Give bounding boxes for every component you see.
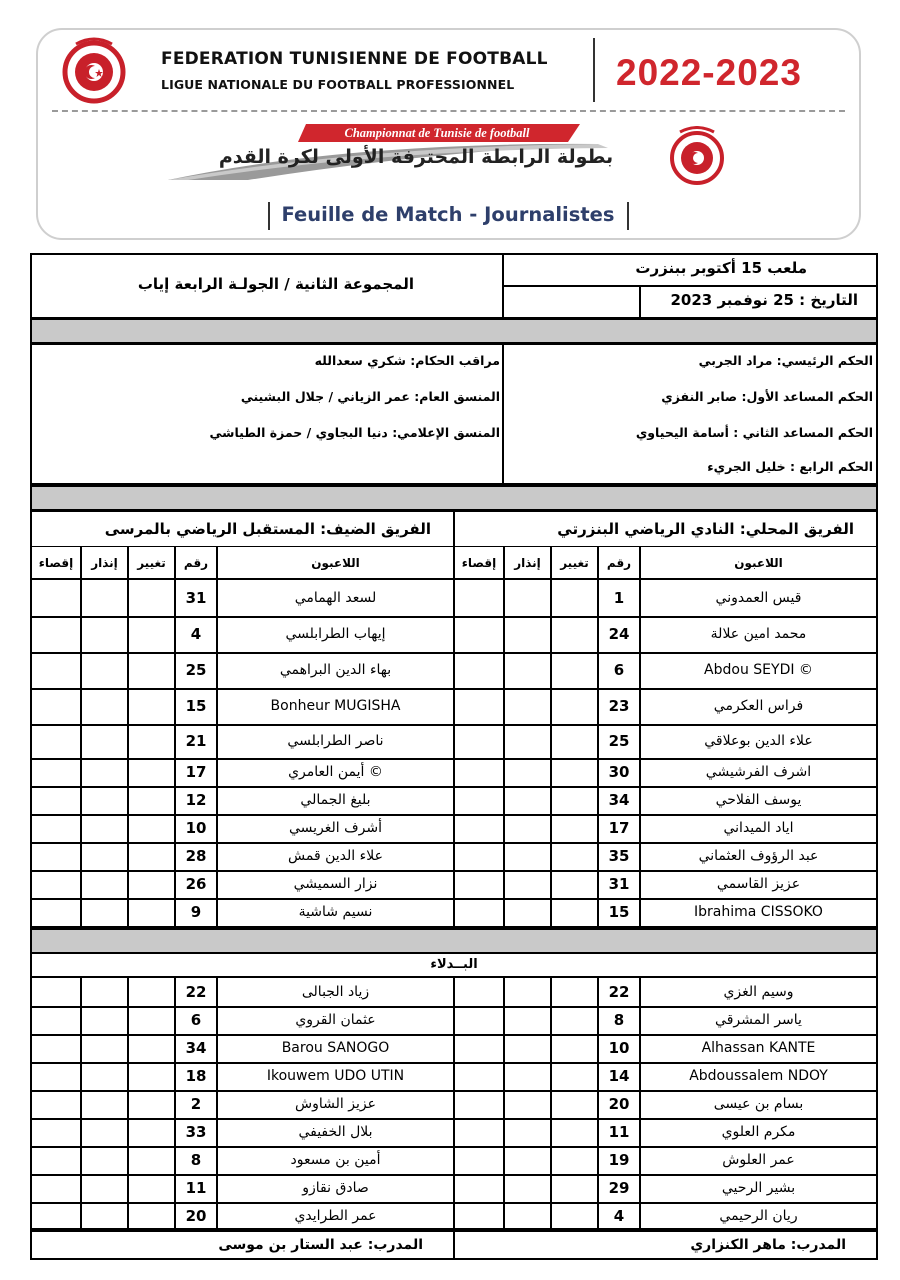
player-number: 18 [185,1067,207,1085]
player-number: 6 [190,1011,202,1029]
col-warning: إنذار [514,556,541,570]
player-number: 26 [185,875,207,893]
player-name: Alhassan KANTE [701,1040,816,1056]
player-name: محمد امين علالة [710,626,807,642]
player-name: بشير الرحيي [721,1180,796,1196]
away-subs-col-line [80,978,82,1230]
col-sub: تغيير [560,556,589,570]
player-name: عبد الرؤوف العثماني [698,848,819,864]
away-team-label: الفريق الضيف: المستقبل الرياضي بالمرسى [32,512,453,547]
assistant-referee-1: الحكم المساعد الأول: صابر النفزي [661,389,873,404]
player-name: مكرم العلوي [721,1124,796,1140]
col-number: رقم [183,556,209,570]
assistant-referee-2: الحكم المساعد الثاني : أسامة اليحياوي [635,425,873,440]
player-number: 21 [185,732,207,750]
player-name: صادق نقازو [302,1180,369,1196]
player-number: 20 [185,1207,207,1225]
player-name: إيهاب الطرابلسي [285,626,386,642]
home-subs-col-line [503,978,505,1230]
away-coach: المدرب: عبد الستار بن موسى [30,1230,455,1260]
player-name: عمر العلوش [722,1152,795,1168]
player-name: اشرف الفرشيشي [705,764,812,780]
home-subs-col-line [550,978,552,1230]
player-number: 6 [613,661,625,679]
home-team-table [453,510,878,928]
match-info-box [30,253,878,319]
officials-box [30,343,878,485]
player-number: 10 [185,819,207,837]
player-number: 8 [613,1011,625,1029]
venue: ملعب 15 أكتوبر ببنزرت [635,259,807,277]
league-name: LIGUE NATIONALE DU FOOTBALL PROFESSIONNEL [161,77,515,92]
title-bar-left [268,202,270,230]
player-name: ياسر المشرقي [715,1012,802,1028]
player-name: Ibrahima CISSOKO [694,904,823,920]
player-number: 8 [190,1151,202,1169]
gray-band-2 [30,485,878,511]
player-number: 12 [185,791,207,809]
federation-logo-icon [62,36,126,104]
player-name: أمين بن مسعود [290,1152,381,1168]
col-sub: تغيير [137,556,166,570]
player-number: 34 [608,791,630,809]
col-warning: إنذار [91,556,118,570]
player-number: 25 [608,732,630,750]
sheet-title-text: Feuille de Match - Journalistes [281,203,615,226]
player-name: قيس العمدوني [715,590,802,606]
league-logo-icon [668,126,726,186]
player-number: 24 [608,625,630,643]
player-name: علاء الدين قمش [288,848,383,864]
subs-title: البــدلاء [30,952,878,978]
player-name: وسيم الغزي [723,984,794,1000]
officials-divider [502,345,504,483]
player-number: 23 [608,697,630,715]
away-subs-table [30,978,455,1230]
media-coordinator: المنسق الإعلامي: دنيا البجاوي / حمزة الطياشي [209,425,500,440]
player-number: 35 [608,847,630,865]
player-number: 22 [608,983,630,1001]
player-name: لسعد الهمامي [294,590,377,606]
home-coach: المدرب: ماهر الكنزاري [453,1230,878,1260]
player-name: عمر الطرايدي [294,1208,377,1224]
player-name: ناصر الطرابلسي [287,733,384,749]
player-name: بليغ الجمالي [300,792,371,808]
player-number: 4 [613,1207,625,1225]
match-info-vline [639,285,641,317]
championship-title-fr: Championnat de Tunisie de football [344,126,530,140]
player-number: 28 [185,847,207,865]
player-name: علاء الدين بوعلاقي [704,733,813,749]
away-subs-col-line [127,978,129,1230]
player-number: 1 [613,589,625,607]
player-name: عزيز الشاوش [295,1096,376,1112]
player-name: أشرف الغريسي [289,820,382,836]
col-players: اللاعبون [311,556,360,570]
federation-name: FEDERATION TUNISIENNE DE FOOTBALL [161,49,548,69]
player-number: 25 [185,661,207,679]
player-number: 31 [185,589,207,607]
col-players: اللاعبون [734,556,783,570]
player-name: أيمن العامري © [288,764,383,780]
referee-observer: مراقب الحكام: شكري سعدالله [314,353,500,368]
col-number: رقم [606,556,632,570]
player-name: عزيز القاسمي [716,876,801,892]
player-number: 11 [608,1123,630,1141]
gray-band-3 [30,928,878,954]
player-number: 30 [608,763,630,781]
player-name: عثمان القروي [295,1012,376,1028]
general-coordinator: المنسق العام: عمر الزياني / جلال البشيني [240,389,500,404]
player-name: فراس العكرمي [713,698,804,714]
player-name: نزار السميشي [293,876,378,892]
player-number: 20 [608,1095,630,1113]
season-label: 2022-2023 [616,52,802,93]
player-number: 11 [185,1179,207,1197]
away-team-table [30,510,455,928]
player-name: اياد الميداني [723,820,794,836]
player-name: Abdou SEYDI © [704,662,813,678]
player-number: 19 [608,1151,630,1169]
header-divider [593,38,595,102]
player-name: Barou SANOGO [281,1040,390,1056]
player-number: 17 [185,763,207,781]
player-name: يوسف الفلاحي [715,792,802,808]
referee: الحكم الرئيسي: مراد الجربي [698,353,873,368]
player-number: 4 [190,625,202,643]
player-name: Bonheur MUGISHA [270,698,401,714]
title-bar-right [627,202,629,230]
home-team-label: الفريق المحلي: النادي الرياضي البنزرتي [455,512,876,547]
player-name: زياد الجبالى [301,984,370,1000]
sheet-title [218,198,678,232]
player-name: بهاء الدين البراهمي [279,662,392,678]
gray-band-1 [30,318,878,344]
player-number: 33 [185,1123,207,1141]
player-name: Abdoussalem NDOY [689,1068,828,1084]
player-number: 14 [608,1067,630,1085]
match-date: التاريخ : 25 نوفمبر 2023 [670,291,858,309]
match-info-hline [504,285,878,287]
header-card [36,28,861,240]
player-name: ريان الرحيمي [719,1208,798,1224]
player-name: بلال الخفيفي [298,1124,373,1140]
player-number: 15 [185,697,207,715]
player-number: 2 [190,1095,202,1113]
player-number: 29 [608,1179,630,1197]
player-name: بسام بن عيسى [713,1096,804,1112]
fourth-official: الحكم الرابع : خليل الجريء [707,459,873,474]
championship-title-ar: بطولة الرابطة المحترفة الأولى لكرة القدم [218,146,614,168]
player-number: 15 [608,903,630,921]
player-number: 9 [190,903,202,921]
player-name: نسيم شاشية [298,904,373,920]
col-expulsion: إقصاء [38,556,74,570]
player-number: 31 [608,875,630,893]
player-number: 10 [608,1039,630,1057]
player-number: 22 [185,983,207,1001]
dashed-separator [52,110,845,112]
round-label: المجموعة الثانية / الجولـة الرابعة إياب [137,275,414,293]
player-number: 17 [608,819,630,837]
col-expulsion: إقصاء [461,556,497,570]
home-subs-table [453,978,878,1230]
player-number: 34 [185,1039,207,1057]
player-name: Ikouwem UDO UTIN [266,1068,405,1084]
